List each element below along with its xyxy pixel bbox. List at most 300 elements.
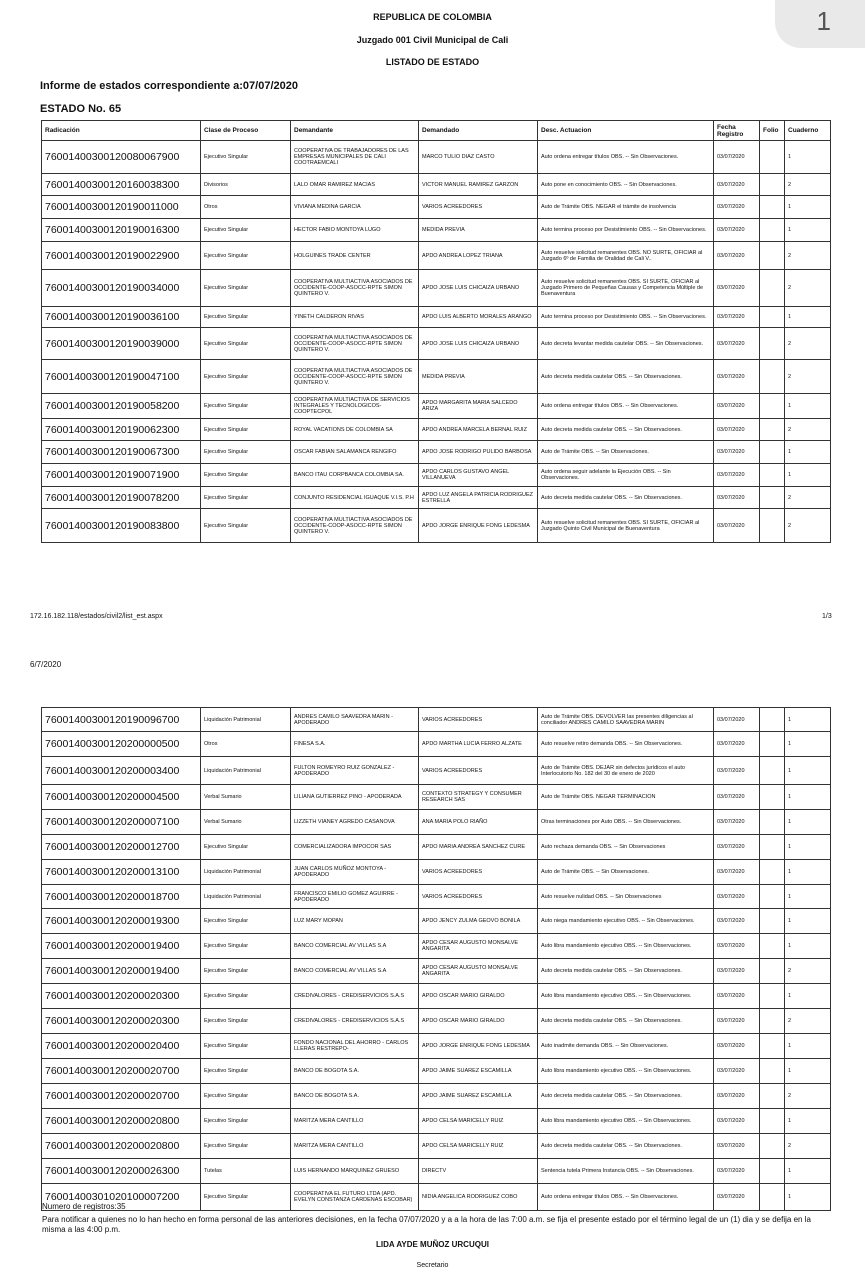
radicacion-cell: 76001400300120190071900	[42, 464, 201, 487]
fecha-cell: 03/07/2020	[714, 835, 760, 860]
cuaderno-cell: 1	[785, 1059, 831, 1084]
actuacion-cell: Sentencia tutela Primera Instancia OBS. -- Sin Observaciones.	[538, 1159, 714, 1184]
clase-cell: Verbal Sumario	[201, 810, 291, 835]
fecha-cell: 03/07/2020	[714, 984, 760, 1009]
table-row	[42, 464, 831, 487]
table-row	[42, 1009, 831, 1034]
actuacion-cell: Auto rechaza demanda OBS. -- Sin Observaciones	[538, 835, 714, 860]
demandante-cell: FONDO NACIONAL DEL AHORRO - CARLOS LLERAS RESTREPO-	[291, 1034, 419, 1059]
demandante-cell: HECTOR FABIO MONTOYA LUGO	[291, 219, 419, 242]
demandado-cell: APDO LUIS ALBERTO MORALES ARANGO	[419, 307, 538, 328]
folio-cell	[760, 270, 785, 307]
table-row	[42, 1034, 831, 1059]
folio-cell	[760, 394, 785, 419]
folio-cell	[760, 885, 785, 909]
clase-cell: Liquidación Patrimonial	[201, 757, 291, 785]
cuaderno-cell: 1	[785, 464, 831, 487]
demandante-cell: COOPERATIVA DE TRABAJADORES DE LAS EMPRESAS MUNICIPALES DE CALI COOTRAEMCALI	[291, 141, 419, 174]
demandado-cell: MEDIDA PREVIA	[419, 219, 538, 242]
radicacion-cell: 76001400300120190016300	[42, 219, 201, 242]
fecha-cell: 03/07/2020	[714, 509, 760, 543]
radicacion-cell: 76001400300120200018700	[42, 885, 201, 909]
col-demandante: Demandante	[291, 121, 419, 141]
table-row	[42, 174, 831, 196]
folio-cell	[760, 934, 785, 959]
table-row	[42, 242, 831, 270]
cuaderno-cell: 2	[785, 419, 831, 441]
folio-cell	[760, 328, 785, 360]
folio-cell	[760, 835, 785, 860]
fecha-cell: 03/07/2020	[714, 732, 760, 757]
folio-cell	[760, 1059, 785, 1084]
demandante-cell: LIZZETH VIANEY AGREDO CASANOVA	[291, 810, 419, 835]
actuacion-cell: Auto de Trámite OBS. DEJAR sin defectos jurídicos el auto Interlocutorio No. 182 del 30 de enero de 2020	[538, 757, 714, 785]
folio-cell	[760, 307, 785, 328]
actuacion-cell: Auto libra mandamiento ejecutivo OBS. -- Sin Observaciones.	[538, 934, 714, 959]
signature-name: LIDA AYDE MUÑOZ URCUQUI	[376, 1240, 489, 1249]
table-row	[42, 419, 831, 441]
fecha-cell: 03/07/2020	[714, 1059, 760, 1084]
folio-cell	[760, 487, 785, 509]
folio-cell	[760, 1009, 785, 1034]
demandante-cell: BANCO COMERCIAL AV VILLAS S.A	[291, 959, 419, 984]
clase-cell: Divisorios	[201, 174, 291, 196]
demandado-cell: APDO JAIME SUAREZ ESCAMILLA	[419, 1084, 538, 1109]
demandado-cell: VARIOS ACREEDORES	[419, 860, 538, 885]
cuaderno-cell: 1	[785, 141, 831, 174]
col-clase: Clase de Proceso	[201, 121, 291, 141]
cuaderno-cell: 2	[785, 270, 831, 307]
table-row	[42, 270, 831, 307]
fecha-cell: 03/07/2020	[714, 1009, 760, 1034]
fecha-cell: 03/07/2020	[714, 270, 760, 307]
table-row	[42, 441, 831, 464]
radicacion-cell: 76001400300120200004500	[42, 785, 201, 810]
radicacion-cell: 76001400300120190058200	[42, 394, 201, 419]
cuaderno-cell: 2	[785, 487, 831, 509]
folio-cell	[760, 464, 785, 487]
clase-cell: Tutelas	[201, 1159, 291, 1184]
clase-cell: Liquidación Patrimonial	[201, 885, 291, 909]
cuaderno-cell: 2	[785, 509, 831, 543]
demandado-cell: APDO LUZ ANGELA PATRICIA RODRIGUEZ ESTRELLA	[419, 487, 538, 509]
radicacion-cell: 76001400300120160038300	[42, 174, 201, 196]
demandante-cell: COOPERATIVA MULTIACTIVA ASOCIADOS DE OCCIDENTE-COOP-ASOCC-RPTE SIMON QUINTERO V.	[291, 328, 419, 360]
folio-cell	[760, 810, 785, 835]
actuacion-cell: Auto ordena entregar títulos OBS. -- Sin Observaciones.	[538, 1184, 714, 1211]
folio-cell	[760, 785, 785, 810]
folio-cell	[760, 219, 785, 242]
radicacion-cell: 76001400300120200020400	[42, 1034, 201, 1059]
page-number: 1	[816, 6, 831, 36]
clase-cell: Ejecutivo Singular	[201, 141, 291, 174]
demandado-cell: APDO JORGE ENRIQUE FONG LEDESMA	[419, 1034, 538, 1059]
header-court: Juzgado 001 Civil Municipal de Cali	[356, 35, 509, 45]
clase-cell: Ejecutivo Singular	[201, 487, 291, 509]
radicacion-cell: 76001400300120200019300	[42, 909, 201, 934]
demandante-cell: COMERCIALIZADORA IMPOCOR SAS	[291, 835, 419, 860]
actuacion-cell: Auto decreta medida cautelar OBS. -- Sin Observaciones.	[538, 1134, 714, 1159]
radicacion-cell: 76001400300120200019400	[42, 934, 201, 959]
demandado-cell: APDO CARLOS GUSTAVO ANGEL VILLANUEVA	[419, 464, 538, 487]
demandante-cell: LALO OMAR RAMIREZ MACIAS	[291, 174, 419, 196]
clase-cell: Ejecutivo Singular	[201, 1109, 291, 1134]
demandado-cell: VARIOS ACREEDORES	[419, 708, 538, 732]
actuacion-cell: Auto niega mandamiento ejecutivo OBS. -- Sin Observaciones.	[538, 909, 714, 934]
demandante-cell: BANCO DE BOGOTA S.A.	[291, 1059, 419, 1084]
demandante-cell: FULTON ROMEYRO RUIZ GONZALEZ - APODERADO	[291, 757, 419, 785]
radicacion-cell: 76001400300120190062300	[42, 419, 201, 441]
table-row	[42, 984, 831, 1009]
demandante-cell: COOPERATIVA MULTIACTIVA ASOCIADOS DE OCCIDENTE-COOP-ASOCC-RPTE SIMON QUINTERO V.	[291, 270, 419, 307]
cuaderno-cell: 1	[785, 909, 831, 934]
clase-cell: Ejecutivo Singular	[201, 835, 291, 860]
folio-cell	[760, 1159, 785, 1184]
cuaderno-cell: 2	[785, 328, 831, 360]
cuaderno-cell: 1	[785, 441, 831, 464]
demandado-cell: MARCO TULIO DIAZ CASTO	[419, 141, 538, 174]
radicacion-cell: 76001400300120190096700	[42, 708, 201, 732]
actuacion-cell: Auto decreta medida cautelar OBS. -- Sin Observaciones.	[538, 419, 714, 441]
fecha-cell: 03/07/2020	[714, 1034, 760, 1059]
demandante-cell: MARITZA MERA CANTILLO	[291, 1134, 419, 1159]
fecha-cell: 03/07/2020	[714, 885, 760, 909]
clase-cell: Ejecutivo Singular	[201, 307, 291, 328]
fecha-cell: 03/07/2020	[714, 959, 760, 984]
demandado-cell: APDO JORGE ENRIQUE FONG LEDESMA	[419, 509, 538, 543]
demandado-cell: APDO JOSE RODRIGO PULIDO BARBOSA	[419, 441, 538, 464]
actuacion-cell: Auto ordena seguir adelante la Ejecución OBS. -- Sin Observaciones.	[538, 464, 714, 487]
actuacion-cell: Auto resuelve solicitud remanentes OBS. NO SURTE, OFICIAR al Juzgado 6º de Familia de Oralidad de Cali V..	[538, 242, 714, 270]
cuaderno-cell: 1	[785, 785, 831, 810]
table-row	[42, 509, 831, 543]
table-row	[42, 487, 831, 509]
demandante-cell: COOPERATIVA MULTIACTIVA ASOCIADOS DE OCCIDENTE-COOP-ASOCC-RPTE SIMON QUINTERO V.	[291, 509, 419, 543]
demandado-cell: APDO JOSE LUIS CHICAIZA URBANO	[419, 328, 538, 360]
cuaderno-cell: 1	[785, 934, 831, 959]
demandante-cell: FINESA S.A.	[291, 732, 419, 757]
radicacion-cell: 76001400300120200019400	[42, 959, 201, 984]
table-row	[42, 732, 831, 757]
demandante-cell: BANCO DE BOGOTA S.A.	[291, 1084, 419, 1109]
radicacion-cell: 76001400300120200020300	[42, 1009, 201, 1034]
clase-cell: Otros	[201, 732, 291, 757]
cuaderno-cell: 2	[785, 1084, 831, 1109]
actuacion-cell: Auto de Trámite OBS. -- Sin Observaciones.	[538, 441, 714, 464]
demandado-cell: APDO CESAR AUGUSTO MONSALVE ANGARITA	[419, 934, 538, 959]
signature-title: Secretario	[416, 1262, 449, 1269]
clase-cell: Ejecutivo Singular	[201, 464, 291, 487]
table-row	[42, 885, 831, 909]
demandante-cell: VIVIANA MEDINA GARCIA	[291, 196, 419, 219]
demandante-cell: MARITZA MERA CANTILLO	[291, 1109, 419, 1134]
demandado-cell: APDO OSCAR MARIO GIRALDO	[419, 1009, 538, 1034]
cuaderno-cell: 1	[785, 394, 831, 419]
demandado-cell: APDO ANDREA MARCELA BERNAL RUIZ	[419, 419, 538, 441]
radicacion-cell: 76001400300120190067300	[42, 441, 201, 464]
print-date: 6/7/2020	[30, 660, 62, 669]
clase-cell: Otros	[201, 196, 291, 219]
clase-cell: Ejecutivo Singular	[201, 1059, 291, 1084]
fecha-cell: 03/07/2020	[714, 141, 760, 174]
demandado-cell: MEDIDA PREVIA	[419, 360, 538, 394]
actuacion-cell: Auto libra mandamiento ejecutivo OBS. -- Sin Observaciones.	[538, 984, 714, 1009]
radicacion-cell: 76001400300120200013100	[42, 860, 201, 885]
fecha-cell: 03/07/2020	[714, 1134, 760, 1159]
demandante-cell: LILIANA GUTIERREZ PINO - APODERADA	[291, 785, 419, 810]
folio-cell	[760, 509, 785, 543]
demandante-cell: ROYAL VACATIONS DE COLOMBIA SA	[291, 419, 419, 441]
fecha-cell: 03/07/2020	[714, 934, 760, 959]
clase-cell: Ejecutivo Singular	[201, 219, 291, 242]
clase-cell: Ejecutivo Singular	[201, 1134, 291, 1159]
fecha-cell: 03/07/2020	[714, 785, 760, 810]
folio-cell	[760, 419, 785, 441]
record-count: Numero de registros:35	[42, 1202, 126, 1211]
folio-cell	[760, 708, 785, 732]
folio-cell	[760, 959, 785, 984]
demandado-cell: VARIOS ACREEDORES	[419, 757, 538, 785]
fecha-cell: 03/07/2020	[714, 909, 760, 934]
col-cuaderno: Cuaderno	[785, 121, 831, 141]
actuacion-cell: Auto inadmite demanda OBS. -- Sin Observaciones.	[538, 1034, 714, 1059]
table-row	[42, 1084, 831, 1109]
notification-text: Para notificar a quienes no lo han hecho en forma personal de las anteriores decisiones, en la fecha 07/07/2020 y a a la hora de las 7:00 a.m. se fija el presente estado por el término legal de un (1) dia y se defija en la misma a las 4:00 p.m.	[42, 1215, 811, 1234]
fecha-cell: 03/07/2020	[714, 464, 760, 487]
folio-cell	[760, 441, 785, 464]
demandante-cell: OSCAR FABIAN SALAMANCA RENGIFO	[291, 441, 419, 464]
folio-cell	[760, 1084, 785, 1109]
clase-cell: Ejecutivo Singular	[201, 441, 291, 464]
col-fecha: Fecha Registro	[714, 121, 760, 141]
clase-cell: Ejecutivo Singular	[201, 1184, 291, 1211]
cuaderno-cell: 2	[785, 360, 831, 394]
clase-cell: Ejecutivo Singular	[201, 242, 291, 270]
actuacion-cell: Auto de Trámite OBS. -- Sin Observaciones.	[538, 860, 714, 885]
actuacion-cell: Auto resuelve nulidad OBS. -- Sin Observaciones	[538, 885, 714, 909]
table-row	[42, 757, 831, 785]
fecha-cell: 03/07/2020	[714, 307, 760, 328]
folio-cell	[760, 141, 785, 174]
folio-cell	[760, 1034, 785, 1059]
folio-cell	[760, 860, 785, 885]
table-row	[42, 860, 831, 885]
folio-cell	[760, 984, 785, 1009]
actuacion-cell: Auto resuelve solicitud remanentes OBS. SI SURTE, OFICIAR al Juzgado Quinto Civil Municipal de Buenaventura	[538, 509, 714, 543]
demandado-cell: NIDIA ANGELICA RODRIGUEZ COBO	[419, 1184, 538, 1211]
demandante-cell: CREDIVALORES - CREDISERVICIOS S.A.S	[291, 984, 419, 1009]
report-title: Informe de estados correspondiente a:07/07/2020	[40, 80, 298, 92]
estado-table-page1	[41, 120, 831, 543]
demandante-cell: COOPERATIVA MULTIACTIVA ASOCIADOS DE OCCIDENTE-COOP-ASOCC-RPTE SIMON QUINTERO V.	[291, 360, 419, 394]
folio-cell	[760, 360, 785, 394]
radicacion-cell: 76001400300120190036100	[42, 307, 201, 328]
cuaderno-cell: 2	[785, 242, 831, 270]
estado-table-page2	[41, 707, 831, 1211]
folio-cell	[760, 1134, 785, 1159]
radicacion-cell: 76001400300120190083800	[42, 509, 201, 543]
folio-cell	[760, 196, 785, 219]
demandante-cell: COOPERATIVA MULTIACTIVA DE SERVICIOS INTEGRALES Y TECNOLOGICOS-COOPTECPOL	[291, 394, 419, 419]
clase-cell: Ejecutivo Singular	[201, 328, 291, 360]
demandado-cell: APDO MARIA ANDREA SANCHEZ CURE	[419, 835, 538, 860]
demandante-cell: YINETH CALDERON RIVAS	[291, 307, 419, 328]
clase-cell: Ejecutivo Singular	[201, 934, 291, 959]
demandado-cell: APDO MARTHA LUCIA FERRO ALZATE	[419, 732, 538, 757]
demandante-cell: ANDRES CAMILO SAAVEDRA MARIN - APODERADO	[291, 708, 419, 732]
page-count: 1/3	[822, 613, 832, 620]
actuacion-cell: Auto resuelve retiro demanda OBS. -- Sin Observaciones.	[538, 732, 714, 757]
demandado-cell: VICTOR MANUEL RAMIREZ GARZON	[419, 174, 538, 196]
page-url: 172.16.182.118/estados/civil2/list_est.aspx	[30, 613, 163, 620]
fecha-cell: 03/07/2020	[714, 708, 760, 732]
cuaderno-cell: 1	[785, 860, 831, 885]
radicacion-cell: 76001400300120200003400	[42, 757, 201, 785]
table-row	[42, 810, 831, 835]
demandado-cell: ANA MARIA POLO RIAÑO	[419, 810, 538, 835]
radicacion-cell: 76001400300120190078200	[42, 487, 201, 509]
demandante-cell: HOLGUINES TRADE CENTER	[291, 242, 419, 270]
demandado-cell: APDO CESAR AUGUSTO MONSALVE ANGARITA	[419, 959, 538, 984]
clase-cell: Ejecutivo Singular	[201, 959, 291, 984]
actuacion-cell: Auto decreta medida cautelar OBS. -- Sin Observaciones.	[538, 1084, 714, 1109]
actuacion-cell: Auto libra mandamiento ejecutivo OBS. -- Sin Observaciones.	[538, 1059, 714, 1084]
cuaderno-cell: 1	[785, 1034, 831, 1059]
demandado-cell: APDO MARGARITA MARIA SALCEDO ARIZA	[419, 394, 538, 419]
clase-cell: Liquidación Patrimonial	[201, 860, 291, 885]
clase-cell: Ejecutivo Singular	[201, 509, 291, 543]
clase-cell: Ejecutivo Singular	[201, 909, 291, 934]
demandado-cell: DIRECTV	[419, 1159, 538, 1184]
table-row	[42, 196, 831, 219]
clase-cell: Ejecutivo Singular	[201, 419, 291, 441]
actuacion-cell: Auto libra mandamiento ejecutivo OBS. -- Sin Observaciones.	[538, 1109, 714, 1134]
demandante-cell: BANCO ITAU CORPBANCA COLOMBIA SA.	[291, 464, 419, 487]
fecha-cell: 03/07/2020	[714, 1159, 760, 1184]
table-row	[42, 360, 831, 394]
cuaderno-cell: 1	[785, 1184, 831, 1211]
radicacion-cell: 76001400300120200020700	[42, 1084, 201, 1109]
actuacion-cell: Auto decreta levantar medida cautelar OBS. -- Sin Observaciones.	[538, 328, 714, 360]
demandante-cell: FRANCISCO EMILIO GOMEZ AGUIRRE - APODERADO	[291, 885, 419, 909]
actuacion-cell: Auto resuelve solicitud remanentes OBS. SI SURTE, OFICIAR al Juzgado Primero de Pequeñas Causas y Competencia Múltiple de Buenaventura	[538, 270, 714, 307]
demandante-cell: LUZ MARY MOPAN	[291, 909, 419, 934]
folio-cell	[760, 242, 785, 270]
fecha-cell: 03/07/2020	[714, 219, 760, 242]
radicacion-cell: 76001400300120200026300	[42, 1159, 201, 1184]
fecha-cell: 03/07/2020	[714, 242, 760, 270]
radicacion-cell: 76001400300120190011000	[42, 196, 201, 219]
actuacion-cell: Otras terminaciones por Auto OBS. -- Sin Observaciones.	[538, 810, 714, 835]
fecha-cell: 03/07/2020	[714, 757, 760, 785]
demandado-cell: APDO JENCY ZULMA GEOVO BONILA	[419, 909, 538, 934]
clase-cell: Ejecutivo Singular	[201, 1009, 291, 1034]
cuaderno-cell: 1	[785, 835, 831, 860]
radicacion-cell: 76001400300120190034000	[42, 270, 201, 307]
fecha-cell: 03/07/2020	[714, 487, 760, 509]
demandado-cell: APDO CELSA MARICELLY RUIZ	[419, 1109, 538, 1134]
radicacion-cell: 76001400300120200020700	[42, 1059, 201, 1084]
table-row	[42, 785, 831, 810]
radicacion-cell: 76001400300120200000500	[42, 732, 201, 757]
cuaderno-cell: 1	[785, 196, 831, 219]
cuaderno-cell: 1	[785, 307, 831, 328]
table-row	[42, 307, 831, 328]
table-row	[42, 708, 831, 732]
cuaderno-cell: 2	[785, 1009, 831, 1034]
clase-cell: Verbal Sumario	[201, 785, 291, 810]
demandante-cell: CREDIVALORES - CREDISERVICIOS S.A.S	[291, 1009, 419, 1034]
actuacion-cell: Auto termina proceso por Desistimiento OBS. -- Sin Observaciones.	[538, 219, 714, 242]
actuacion-cell: Auto decreta medida cautelar OBS. -- Sin Observaciones.	[538, 360, 714, 394]
cuaderno-cell: 1	[785, 984, 831, 1009]
cuaderno-cell: 1	[785, 1109, 831, 1134]
table-row	[42, 328, 831, 360]
demandante-cell: LUIS HERNANDO MARQUINEZ GRUESO	[291, 1159, 419, 1184]
demandante-cell: BANCO COMERCIAL AV VILLAS S.A	[291, 934, 419, 959]
actuacion-cell: Auto decreta medida cautelar OBS. -- Sin Observaciones.	[538, 1009, 714, 1034]
fecha-cell: 03/07/2020	[714, 1109, 760, 1134]
actuacion-cell: Auto decreta medida cautelar OBS. -- Sin Observaciones.	[538, 959, 714, 984]
actuacion-cell: Auto termina proceso por Desistimiento OBS. -- Sin Observaciones.	[538, 307, 714, 328]
demandado-cell: APDO JOSE LUIS CHICAIZA URBANO	[419, 270, 538, 307]
radicacion-cell: 76001400300120200020800	[42, 1109, 201, 1134]
table-row	[42, 1159, 831, 1184]
clase-cell: Ejecutivo Singular	[201, 1034, 291, 1059]
fecha-cell: 03/07/2020	[714, 860, 760, 885]
clase-cell: Liquidación Patrimonial	[201, 708, 291, 732]
actuacion-cell: Auto decreta medida cautelar OBS. -- Sin Observaciones.	[538, 487, 714, 509]
fecha-cell: 03/07/2020	[714, 810, 760, 835]
demandado-cell: APDO CELSA MARICELLY RUIZ	[419, 1134, 538, 1159]
col-demandado: Demandado	[419, 121, 538, 141]
cuaderno-cell: 1	[785, 1159, 831, 1184]
table-row	[42, 959, 831, 984]
demandado-cell: APDO OSCAR MARIO GIRALDO	[419, 984, 538, 1009]
radicacion-cell: 76001400300120190022900	[42, 242, 201, 270]
actuacion-cell: Auto pone en conocimiento OBS. -- Sin Observaciones.	[538, 174, 714, 196]
demandado-cell: APDO ANDREA LOPEZ TRIANA	[419, 242, 538, 270]
table-row	[42, 141, 831, 174]
cuaderno-cell: 1	[785, 219, 831, 242]
demandante-cell: COOPERATIVA EL FUTURO LTDA (APD. EVELYN CONSTANZA CARDENAS ESCOBAR)	[291, 1184, 419, 1211]
folio-cell	[760, 909, 785, 934]
table-row	[42, 934, 831, 959]
demandante-cell: CONJUNTO RESIDENCIAL IGUAQUE V.I.S. P.H	[291, 487, 419, 509]
demandado-cell: VARIOS ACREEDORES	[419, 196, 538, 219]
fecha-cell: 03/07/2020	[714, 1084, 760, 1109]
actuacion-cell: Auto ordena entregar títulos OBS. -- Sin Observaciones.	[538, 394, 714, 419]
table-row	[42, 1184, 831, 1211]
fecha-cell: 03/07/2020	[714, 196, 760, 219]
table-row	[42, 909, 831, 934]
clase-cell: Ejecutivo Singular	[201, 360, 291, 394]
actuacion-cell: Auto de Trámite OBS. DEVOLVER las presentes diligencias al conciliador ANDRES CAMILO SAAVEDRA MARIN	[538, 708, 714, 732]
table-row	[42, 1059, 831, 1084]
cuaderno-cell: 1	[785, 810, 831, 835]
table-row	[42, 394, 831, 419]
radicacion-cell: 76001400300120200020300	[42, 984, 201, 1009]
header-listing: LISTADO DE ESTADO	[385, 57, 480, 67]
fecha-cell: 03/07/2020	[714, 328, 760, 360]
folio-cell	[760, 1184, 785, 1211]
demandante-cell: JUAN CARLOS MUÑOZ MONTOYA - APODERADO	[291, 860, 419, 885]
header-country: REPUBLICA DE COLOMBIA	[373, 12, 492, 22]
demandado-cell: VARIOS ACREEDORES	[419, 885, 538, 909]
fecha-cell: 03/07/2020	[714, 394, 760, 419]
fecha-cell: 03/07/2020	[714, 1184, 760, 1211]
cuaderno-cell: 2	[785, 1134, 831, 1159]
